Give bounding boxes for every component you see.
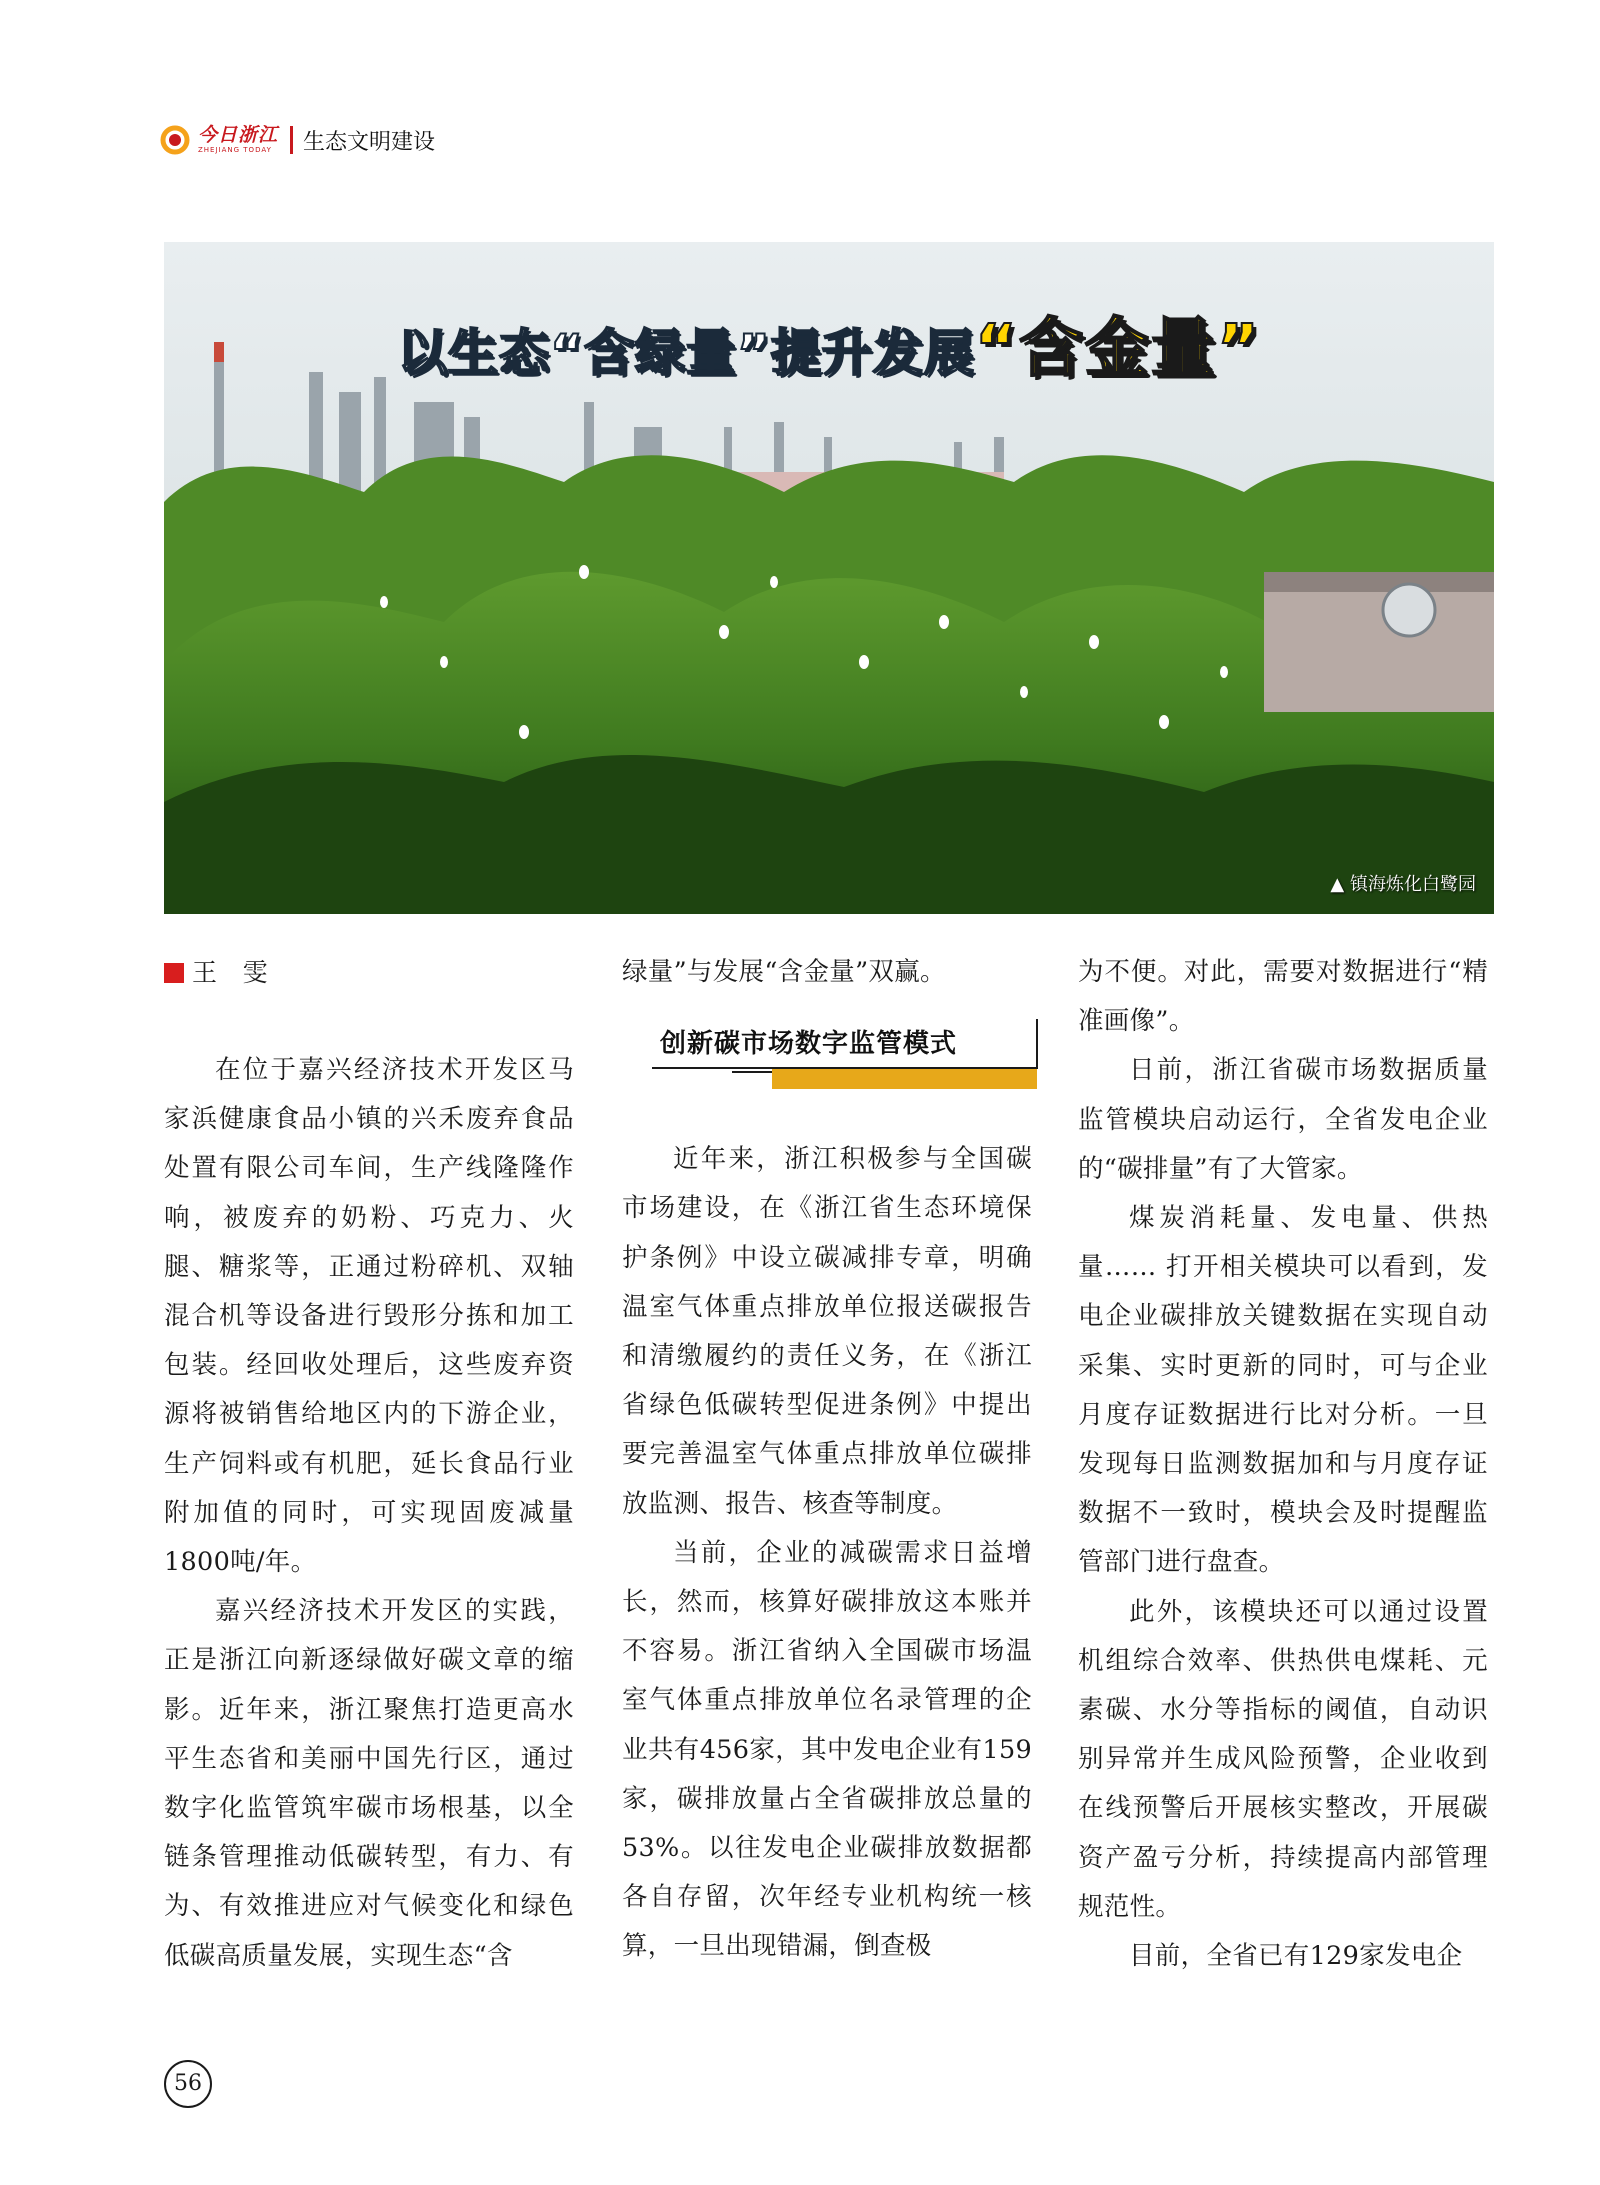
headline: [164, 297, 1494, 389]
logo-english: ZHEJIANG TODAY: [198, 146, 272, 154]
section-subhead: [622, 1009, 1032, 1099]
paragraph: 当前，企业的减碳需求日益增长，然而，核算好碳排放这本账并不容易。浙江省纳入全国碳市场温室气体重点排放单位名录管理的企业共有456家，其中发电企业有159家，碳排放量占全省碳排放总量的53%。以往发电企业碳排放数据都各自存留，次年经专业机构统一核算，一旦出现错漏，倒查极: [622, 1537, 1032, 1962]
page-number: 56: [164, 2060, 212, 2108]
headline-main: 以生态“含绿量”提升发展: [397, 324, 975, 382]
author-name: 王 雯: [192, 957, 268, 987]
paragraph: 在位于嘉兴经济技术开发区马家浜健康食品小镇的兴禾废弃食品处置有限公司车间，生产线隆隆作响，被废弃的奶粉、巧克力、火腿、糖浆等，正通过粉碎机、双轴混合机等设备进行毁形分拣和加工包装。经回收处理后，这些废弃资源将被销售给地区内的下游企业，生产饲料或有机肥，延长食品行业附加值的同时，可实现固废减量1800吨/年。: [164, 1055, 574, 1578]
paragraph: 近年来，浙江积极参与全国碳市场建设，在《浙江省生态环境保护条例》中设立碳减排专章，明确温室气体重点排放单位报送碳报告和清缴履约的责任义务，在《浙江省绿色低碳转型促进条例》中提出要完善温室气体重点排放单位碳排放监测、报告、核查等制度。: [622, 1144, 1032, 1519]
section-title: 生态文明建设: [303, 129, 436, 155]
logo-text: [198, 126, 278, 154]
hero-photo: [164, 242, 1494, 914]
header-divider: [290, 126, 293, 154]
logo-chinese: 今日浙江: [198, 124, 279, 146]
column-1: [164, 948, 574, 1981]
column-2: [622, 948, 1032, 1972]
logo-icon: [160, 125, 190, 155]
photo-caption-text: 镇海炼化白鹭园: [1350, 874, 1476, 895]
paragraph: 日前，浙江省碳市场数据质量监管模块启动运行，全省发电企业的“碳排量”有了大管家。: [1078, 1055, 1488, 1184]
column-3: [1078, 948, 1488, 1981]
author-line: [164, 948, 574, 997]
paragraph: 嘉兴经济技术开发区的实践，正是浙江向新逐绿做好碳文章的缩影。近年来，浙江聚焦打造更高水平生态省和美丽中国先行区，通过数字化监管筑牢碳市场根基，以全链条管理推动低碳转型，有力、有为、有效推进应对气候变化和绿色低碳高质量发展，实现生态“含: [164, 1596, 574, 1971]
paragraph: 煤炭消耗量、发电量、供热量…… 打开相关模块可以看到，发电企业碳排放关键数据在实现自动采集、实时更新的同时，可与企业月度存证数据进行比对分析。一旦发现每日监测数据加和与月度存证数据不一致时，模块会及时提醒监管部门进行盘查。: [1078, 1203, 1488, 1578]
headline-highlight: “含金量”: [974, 312, 1261, 386]
magazine-header: [160, 120, 435, 160]
paragraph: 此外，该模块还可以通过设置机组综合效率、供热供电煤耗、元素碳、水分等指标的阈值，自动识别异常并生成风险预警，企业收到在线预警后开展核实整改，开展碳资产盈亏分析，持续提高内部管理规范性。: [1078, 1596, 1488, 1922]
author-square-icon: [164, 963, 184, 983]
subhead-rule: [732, 1071, 772, 1073]
photo-caption: ▲ 镇海炼化白鹭园: [1330, 874, 1476, 895]
paragraph: 目前，全省已有129家发电企: [1129, 1941, 1463, 1972]
paragraph: 绿量”与发展“含金量”双赢。: [622, 957, 946, 987]
paragraph: 为不便。对此，需要对数据进行“精准画像”。: [1078, 957, 1488, 1037]
subhead-text: 创新碳市场数字监管模式: [660, 1029, 958, 1060]
